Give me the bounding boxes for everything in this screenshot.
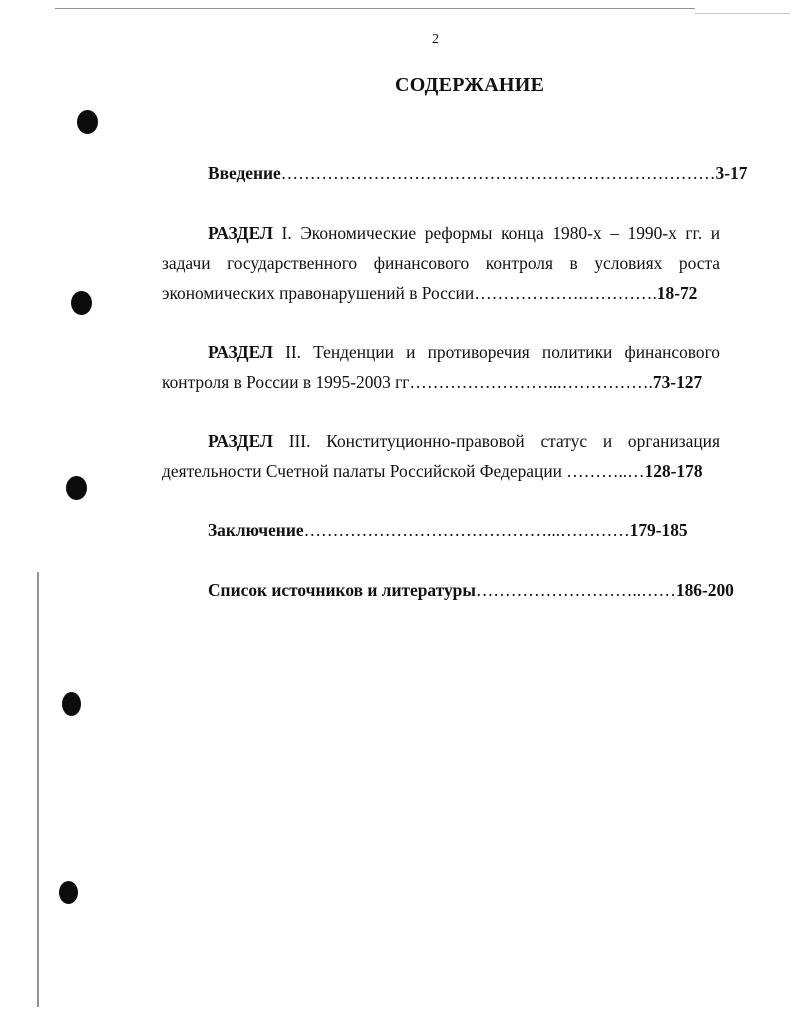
punch-hole <box>59 881 78 904</box>
toc-section-prefix: РАЗДЕЛ <box>208 431 273 451</box>
toc-leader: ……………………...……………. <box>409 372 653 392</box>
toc-leader: ………………………………………………………………… <box>280 163 716 183</box>
toc-leader: ……………….…………. <box>474 283 657 303</box>
toc-pages: 3-17 <box>715 163 748 183</box>
toc-label: Список источников и литературы <box>208 580 476 600</box>
toc-section-title: деятельности Счетной палаты Российской Федерации <box>162 461 567 481</box>
toc-pages: 73-127 <box>652 372 703 392</box>
toc-section-title: II. Тенденции и противоречия политики финансового <box>272 342 720 362</box>
toc-entry-sources <box>208 580 734 601</box>
toc-section-prefix: РАЗДЕЛ <box>208 342 273 362</box>
toc-label: Введение <box>208 163 281 183</box>
toc-entry-section-1-line-3 <box>162 283 697 304</box>
toc-entry-section-1-line-2: задачи государственного финансового контроля в условиях роста <box>162 253 720 273</box>
toc-pages: 186-200 <box>675 580 734 600</box>
scan-edge-top <box>55 8 695 9</box>
toc-entry-section-1-line-1 <box>208 223 720 244</box>
toc-section-prefix: РАЗДЕЛ <box>208 223 273 243</box>
toc-leader: ……………………………………...………… <box>303 520 630 540</box>
punch-hole <box>62 692 81 716</box>
punch-hole <box>77 110 98 134</box>
punch-hole <box>66 476 87 500</box>
toc-pages: 128-178 <box>644 461 703 481</box>
punch-hole <box>71 291 92 315</box>
page-number: 2 <box>432 32 439 47</box>
toc-entry-intro <box>208 163 747 184</box>
toc-entry-section-2-line-2 <box>162 372 702 393</box>
toc-pages: 179-185 <box>629 520 688 540</box>
scan-edge-top-right <box>695 13 790 14</box>
toc-section-title: I. Экономические реформы конца 1980-х – 1990-х гг. и <box>272 223 720 243</box>
toc-entry-section-2-line-1 <box>208 342 720 363</box>
toc-label: Заключение <box>208 520 304 540</box>
toc-leader: ………………………..…… <box>475 580 676 600</box>
toc-entry-section-3-line-2 <box>162 461 703 482</box>
toc-pages: 18-72 <box>656 283 698 303</box>
toc-entry-section-3-line-1 <box>208 431 720 452</box>
toc-entry-conclusion <box>208 520 688 541</box>
toc-section-title: III. Конституционно-правовой статус и организация <box>272 431 720 451</box>
scan-edge-left <box>37 572 39 1007</box>
toc-leader: ………..… <box>566 461 645 481</box>
page-title: СОДЕРЖАНИЕ <box>395 74 545 96</box>
toc-section-title: контроля в России в 1995-2003 гг <box>162 372 410 392</box>
toc-section-title: экономических правонарушений в России <box>162 283 475 303</box>
